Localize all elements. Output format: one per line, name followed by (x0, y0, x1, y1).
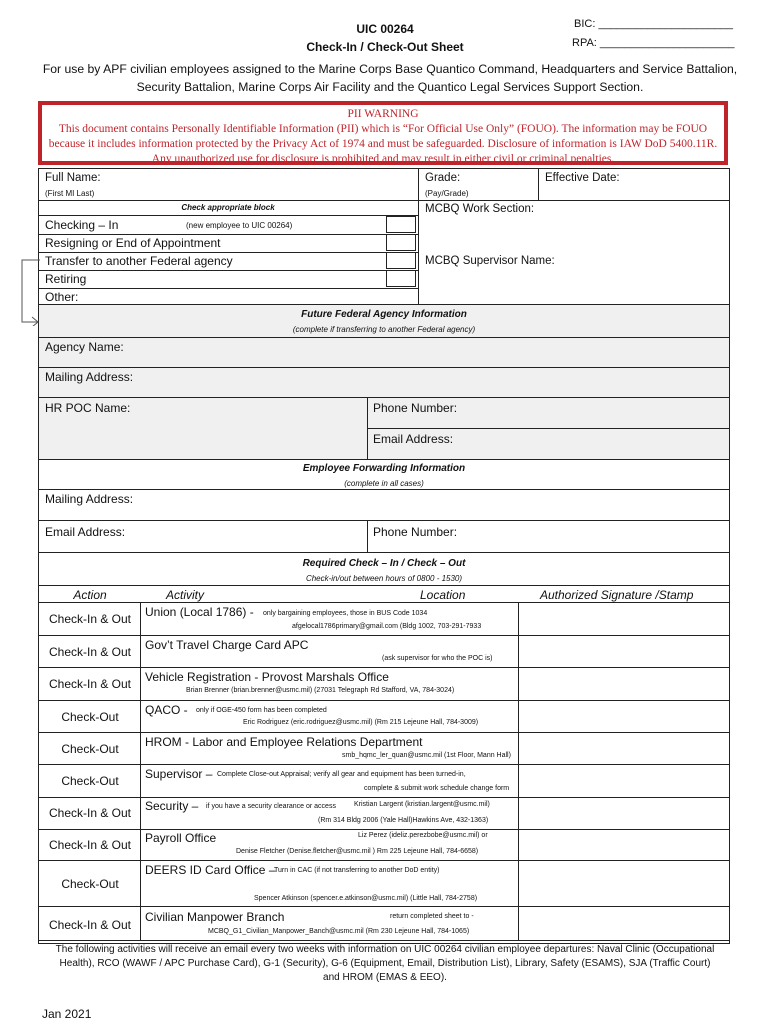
activity-name: Security – (145, 799, 199, 813)
activity-name: Gov’t Travel Charge Card APC (145, 638, 309, 652)
checkbox-resigning[interactable] (386, 234, 416, 251)
option-transfer: Transfer to another Federal agency (45, 254, 233, 268)
form-title: Check-In / Check-Out Sheet (306, 40, 464, 54)
agency-name-label[interactable]: Agency Name: (45, 340, 124, 354)
option-retiring: Retiring (45, 272, 87, 286)
activity-location: complete & submit work schedule change form (364, 785, 510, 792)
activity-name: DEERS ID Card Office – (145, 863, 276, 877)
activity-note: only if OGE-450 form has been completed (196, 707, 327, 714)
row-action: Check-Out (61, 710, 119, 724)
pii-title: PII WARNING (347, 108, 419, 120)
checkbox-checking-in[interactable] (386, 216, 416, 233)
row-action: Check-In & Out (48, 806, 132, 820)
supervisor-name-label[interactable]: MCBQ Supervisor Name: (425, 255, 555, 267)
activity-name: Vehicle Registration - Provost Marshals Office (145, 670, 389, 684)
future-title: Future Federal Agency Information (301, 309, 467, 320)
activity-name: Payroll Office (145, 831, 217, 845)
activity-contact: Kristian Largent (kristian.largent@usmc.mil) (354, 801, 490, 808)
activity-location: afgelocal1786primary@gmail.com (Bldg 1002, 703-291-7933 (292, 623, 482, 630)
form-number: UIC 00264 (356, 22, 414, 36)
option-checking-in-note: (new employee to UIC 00264) (186, 221, 293, 230)
activity-name: QACO - (145, 703, 188, 717)
hr-poc-label[interactable]: HR POC Name: (45, 401, 131, 415)
grade-hint: (Pay/Grade) (425, 189, 469, 198)
activity-location: (Rm 314 Bldg 2006 (Yale Hall)Hawkins Ave, 432-1363) (318, 817, 489, 824)
activity-location: Denise Fletcher (Denise.fletcher@usmc.mil ) Rm 225 Lejeune Hall, 784-6658) (236, 848, 479, 855)
col-signature: Authorized Signature /Stamp (540, 588, 694, 602)
forwarding-mailing-label[interactable]: Mailing Address: (45, 492, 134, 506)
activity-location: MCBQ_G1_Civilian_Manpower_Banch@usmc.mil (Rm 230 Lejeune Hall, 784-1065) (208, 928, 470, 935)
row-action: Check-In & Out (48, 918, 132, 932)
activity-location: smb_hqmc_ler_quan@usmc.mil (1st Floor, Mann Hall) (342, 752, 511, 759)
full-name-hint: (First MI Last) (45, 189, 95, 198)
activity-note: if you have a security clearance or access (206, 803, 336, 810)
required-subtitle: Check-in/out between hours of 0800 - 1530) (305, 574, 463, 583)
effective-date-label[interactable]: Effective Date: (545, 172, 620, 184)
activity-note: return completed sheet to - (390, 913, 474, 920)
future-subtitle: (complete if transferring to another Federal agency) (292, 325, 476, 334)
row-action: Check-Out (61, 774, 119, 788)
activity-location: Eric Rodriguez (eric.rodriguez@usmc.mil) (Rm 215 Lejeune Hall, 784-3009) (243, 719, 479, 726)
activity-note: Complete Close-out Appraisal; verify all gear and equipment has been turned-in, (217, 771, 466, 778)
pii-text: This document contains Personally Identifiable Information (PII) which is “For Official Use Only” (FOUO). The information may be FOUO because it includes information protected by the Privacy Act of 1974 and must be safeguarded. Disclosure of information is IAW DoD 5400.11R. Any unauthorized use for disclosure is prohibited and may result in either civil or criminal penalties. (48, 123, 718, 165)
future-mailing-label[interactable]: Mailing Address: (45, 370, 134, 384)
forwarding-phone-label[interactable]: Phone Number: (373, 525, 458, 539)
row-action: Check-In & Out (48, 677, 132, 691)
form-frame (38, 168, 730, 944)
col-activity: Activity (166, 588, 205, 602)
full-name-label[interactable]: Full Name: (45, 172, 101, 184)
required-title: Required Check – In / Check – Out (302, 558, 466, 569)
grade-label[interactable]: Grade: (425, 172, 461, 184)
row-action: Check-Out (61, 742, 119, 756)
forwarding-subtitle: (complete in all cases) (344, 479, 424, 488)
work-section-label[interactable]: MCBQ Work Section: (425, 203, 535, 215)
future-phone-label[interactable]: Phone Number: (373, 401, 458, 415)
checkbox-retiring[interactable] (386, 270, 416, 287)
intro-text: For use by APF civilian employees assigned to the Marine Corps Base Quantico Command, Headquarters and Service Battalion, Security Battalion, Marine Corps Air Facility and the Quantico Legal Services Support Section. (42, 62, 738, 94)
distribution-note: The following activities will receive an email every two weeks with information on UIC 00264 civilian employee departures: Naval Clinic (Occupational Health), RCO (WAWF / APC Purchase Card), G-1 (Security), G-6 (Equipment, Email, Distribution List), Library, Safety (ESAMS), SJA (Traffic Court) and HROM (EMAS & EEO). (55, 944, 715, 983)
option-checking-in: Checking – In (45, 218, 119, 232)
forwarding-email-label[interactable]: Email Address: (45, 525, 126, 539)
activity-name: Supervisor – (145, 767, 213, 781)
row-action: Check-Out (61, 877, 119, 891)
activity-note: only bargaining employees, those in BUS Code 1034 (263, 610, 428, 617)
future-email-label[interactable]: Email Address: (373, 432, 454, 446)
checkbox-transfer[interactable] (386, 252, 416, 269)
col-action: Action (73, 588, 107, 602)
col-location: Location (420, 588, 466, 602)
activity-note: Liz Perez (ideliz.perezbobe@usmc.mil) or (358, 832, 488, 839)
activity-location: Spencer Atkinson (spencer.e.atkinson@usmc.mil) (Little Hall, 784-2758) (254, 895, 478, 902)
rpa-field[interactable]: RPA: ______________________ (572, 37, 735, 49)
activity-note: Turn in CAC (if not transferring to another DoD entity) (274, 867, 440, 874)
revision-date: Jan 2021 (42, 1007, 92, 1021)
activity-location: (ask supervisor for who the POC is) (382, 655, 493, 662)
check-block-title: Check appropriate block (181, 203, 275, 212)
activity-name: Civilian Manpower Branch (145, 910, 285, 924)
option-resigning: Resigning or End of Appointment (45, 236, 221, 250)
pii-warning (38, 101, 728, 165)
option-other: Other: (45, 290, 79, 304)
forwarding-title: Employee Forwarding Information (302, 463, 466, 474)
activity-name: HROM - Labor and Employee Relations Department (145, 735, 423, 749)
row-action: Check-In & Out (48, 645, 132, 659)
activity-location: Brian Brenner (brian.brenner@usmc.mil) (27031 Telegraph Rd Stafford, VA, 784-3024) (186, 687, 455, 694)
activity-name: Union (Local 1786) - (145, 605, 254, 619)
row-action: Check-In & Out (48, 612, 132, 626)
bic-field[interactable]: BIC: ______________________ (574, 18, 734, 30)
row-action: Check-In & Out (48, 838, 132, 852)
